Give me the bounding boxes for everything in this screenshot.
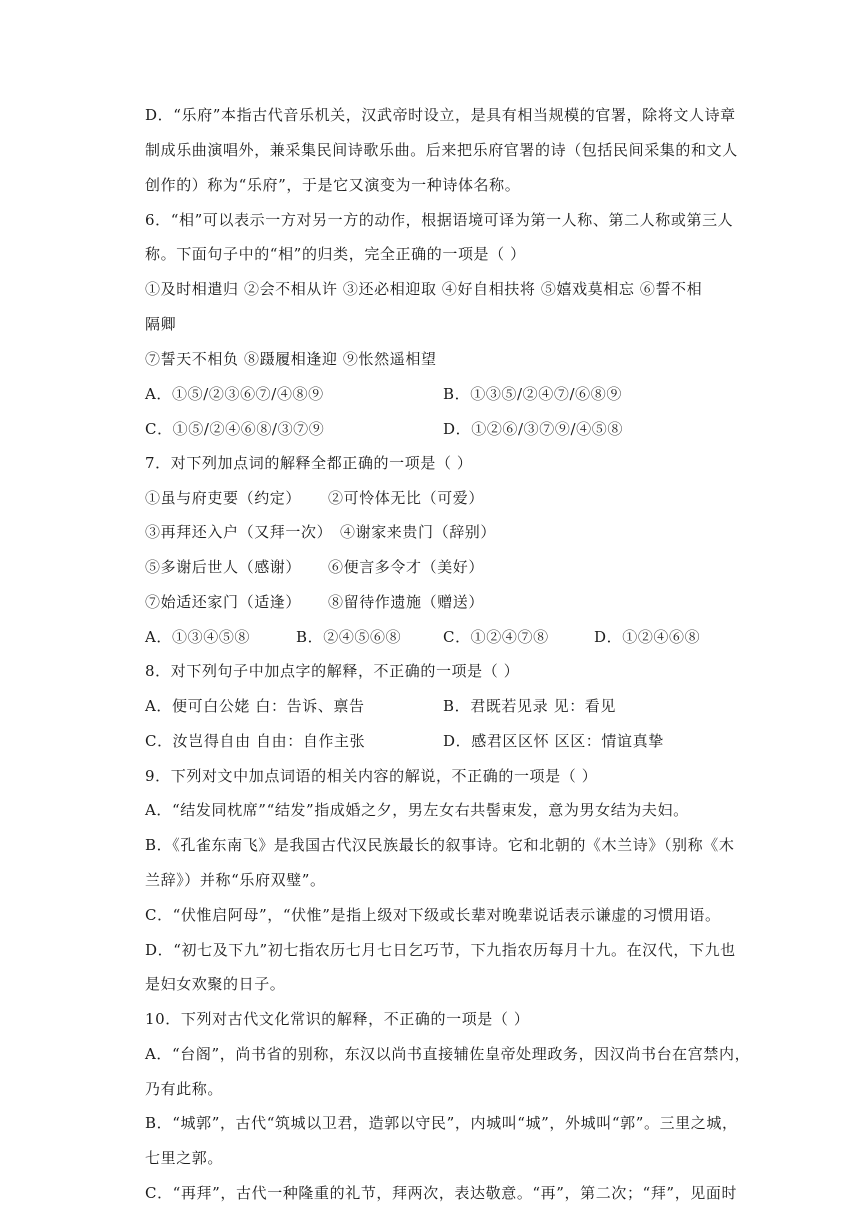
question-9-option-c: C．“伏惟启阿母”，“伏惟”是指上级对下级或长辈对晚辈说话表示谦虚的习惯用语。	[145, 906, 721, 924]
option-d-q5-line2: 制成乐曲演唱外，兼采集民间诗歌乐曲。后来把乐府官署的诗（包括民间采集的和文人	[145, 141, 738, 159]
question-6-option-b: B．①③⑤/②④⑦/⑥⑧⑨	[443, 385, 622, 403]
question-6-option-c: C．①⑤/②④⑥⑧/③⑦⑨	[145, 420, 325, 438]
question-10-option-b-line1: B．“城郭”，古代“筑城以卫君，造郭以守民”，内城叫“城”，外城叫“郭”。三里之城，	[145, 1114, 738, 1132]
question-10-option-c-line1: C．“再拜”，古代一种隆重的礼节，拜两次，表达敬意。“再”，第二次；“拜”，见面时	[145, 1184, 738, 1202]
question-7-item-5: ⑤多谢后世人（感谢）	[145, 558, 302, 576]
question-7-item-1: ①虽与府吏要（约定）	[145, 489, 302, 507]
question-6-items-line2: 隔卿	[145, 315, 177, 333]
question-8-option-d: D．感君区区怀 区区：情谊真挚	[443, 732, 664, 750]
question-9-option-b-line2: 兰辞》）并称“乐府双璧”。	[145, 871, 326, 889]
question-9-option-b-line1: B．《孔雀东南飞》是我国古代汉民族最长的叙事诗。它和北朝的《木兰诗》（别称《木	[145, 836, 735, 854]
option-d-q5-line3: 创作的）称为“乐府”，于是它又演变为一种诗体名称。	[145, 176, 521, 194]
question-8-option-c: C．汝岂得自由 自由：自作主张	[145, 732, 366, 750]
question-7-stem: 7．对下列加点词的解释全都正确的一项是（ ）	[145, 454, 473, 472]
question-6-stem-line2: 称。下面句子中的“相”的归类，完全正确的一项是（ ）	[145, 245, 526, 263]
question-7-item-7: ⑦始适还家门（适逢）	[145, 593, 302, 611]
question-6-items-line1: ①及时相遣归 ②会不相从许 ③还必相迎取 ④好自相扶将 ⑤嬉戏莫相忘 ⑥誓不相	[145, 280, 703, 298]
question-8-option-b: B．君既若见录 见：看见	[443, 697, 616, 715]
question-6-option-d: D．①②⑥/③⑦⑨/④⑤⑧	[443, 420, 623, 438]
question-10-option-b-line2: 七里之郭。	[145, 1149, 224, 1167]
question-6-stem-line1: 6．“相”可以表示一方对另一方的动作，根据语境可译为第一人称、第二人称或第三人	[145, 211, 734, 229]
question-7-item-3: ③再拜还入户（又拜一次）	[145, 523, 333, 541]
question-7-item-6: ⑥便言多令才（美好）	[328, 558, 485, 576]
question-6-option-a: A．①⑤/②③⑥⑦/④⑧⑨	[145, 385, 324, 403]
question-7-option-a: A．①③④⑤⑧	[145, 628, 251, 646]
question-10-stem: 10．下列对古代文化常识的解释，不正确的一项是（ ）	[145, 1010, 530, 1028]
question-7-option-c: C．①②④⑦⑧	[443, 628, 549, 646]
question-9-option-d-line2: 是妇女欢聚的日子。	[145, 975, 286, 993]
question-10-option-a-line2: 乃有此称。	[145, 1080, 224, 1098]
question-8-stem: 8．对下列句子中加点字的解释，不正确的一项是（ ）	[145, 662, 520, 680]
question-7-item-8: ⑧留待作遗施（赠送）	[328, 593, 485, 611]
question-8-option-a: A．便可白公姥 白：告诉、禀告	[145, 697, 365, 715]
question-10-option-a-line1: A．“台阁”，尚书省的别称，东汉以尚书直接辅佐皇帝处理政务，因汉尚书台在宫禁内，	[145, 1045, 751, 1063]
question-7-item-4: ④谢家来贵门（辞别）	[340, 523, 497, 541]
question-6-items-line3: ⑦誓天不相负 ⑧蹑履相逢迎 ⑨怅然遥相望	[145, 350, 437, 368]
option-d-q5-line1: D．“乐府”本指古代音乐机关，汉武帝时设立，是具有相当规模的官署，除将文人诗章	[145, 106, 736, 124]
question-7-option-d: D．①②④⑥⑧	[594, 628, 701, 646]
question-7-item-2: ②可怜体无比（可爱）	[328, 489, 485, 507]
question-9-option-d-line1: D．“初七及下九”初七指农历七月七日乞巧节，下九指农历每月十九。在汉代，下九也	[145, 941, 736, 959]
question-9-option-a: A．“结发同枕席”“结发”指成婚之夕，男左女右共髻束发，意为男女结为夫妇。	[145, 801, 689, 819]
question-9-stem: 9．下列对文中加点词语的相关内容的解说，不正确的一项是（ ）	[145, 767, 598, 785]
question-7-option-b: B．②④⑤⑥⑧	[296, 628, 402, 646]
